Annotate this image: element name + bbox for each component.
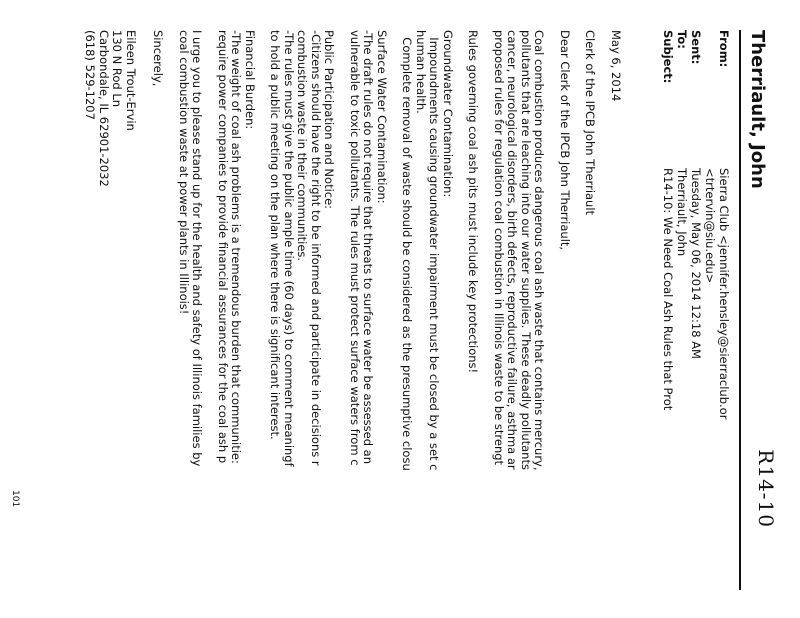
paragraph-surface-water: Surface Water Contamination: -The draft rules do not require that threats to surface water be assessed an vulnerable to toxic pollutants. The rules must protect surface waters from c xyxy=(348,30,389,466)
subject-label: Subject: xyxy=(661,30,675,84)
paragraph-coal-combustion: Coal combustion produces dangerous coal ash waste that contains mercury, pollutants that are leaching into our water supplies. These deadly pollutants cancer, neurological disorders, birth defects, reproductive failure, asthma ar proposed rules for regulation coal combustion in Illinois waste to be strengt xyxy=(492,30,547,471)
subject-value: R14-10: We Need Coal Ash Rules that Prot xyxy=(661,168,675,411)
paragraph-financial-burden: Financial Burden: -The weight of coal ash problems is a tremendous burden that communitie: require power companies to provide financial assurances for the coal ash p xyxy=(216,30,257,464)
letter-date: May 6, 2014 xyxy=(609,30,623,102)
to-row xyxy=(675,30,689,618)
from-label: From: xyxy=(717,30,731,68)
sent-row xyxy=(689,30,703,618)
header-divider xyxy=(739,30,741,590)
letter-closing: Sincerely, xyxy=(151,30,166,87)
from-value: Sierra Club <jennifer.hensley@sierraclub.or <trtervin@siu.edu> xyxy=(703,168,731,420)
email-body xyxy=(83,30,622,618)
sent-label: Sent: xyxy=(689,30,703,65)
paragraph-closing-appeal: I urge you to please stand up for the health and safety of Illinois families by coal combustion waste at power plants in Illinois! xyxy=(177,30,205,467)
signature-block: Eileen Trout-Ervin 130 N Rod Ln Carbondale, IL 62901-2032 (618) 529-1207 xyxy=(83,30,138,187)
from-row xyxy=(703,30,731,618)
sender-name: Therriault, John xyxy=(747,30,768,189)
email-header xyxy=(661,30,768,618)
subject-row xyxy=(661,30,675,618)
letter-recipient: Clerk of the IPCB John Therriault xyxy=(583,30,598,216)
paragraph-key-protections: Rules governing coal ash pits must include key protections! xyxy=(466,30,481,374)
sent-value: Tuesday, May 06, 2014 12:18 AM xyxy=(689,168,703,359)
letter-salutation: Dear Clerk of the IPCB John Therriault, xyxy=(558,30,572,251)
paragraph-groundwater: Groundwater Contamination: Impoundments causing groundwater impairment must be closed by a set c human health. Complete removal of waste should be considered as the presumptive closu xyxy=(400,30,455,471)
case-number-stamp: R14-10 xyxy=(754,449,778,528)
to-value: Therriault, John xyxy=(675,168,689,257)
page-number: 101 xyxy=(10,490,20,508)
to-label: To: xyxy=(675,30,689,49)
paragraph-public-participation: Public Participation and Notice: -Citizens should have the right to be informed and participate in decisions r combustion waste in their communities. -The rules must give the public ample time (60 days) to comment meaningf to hold a public meeting on the plan where there is significant interest. xyxy=(268,30,337,467)
